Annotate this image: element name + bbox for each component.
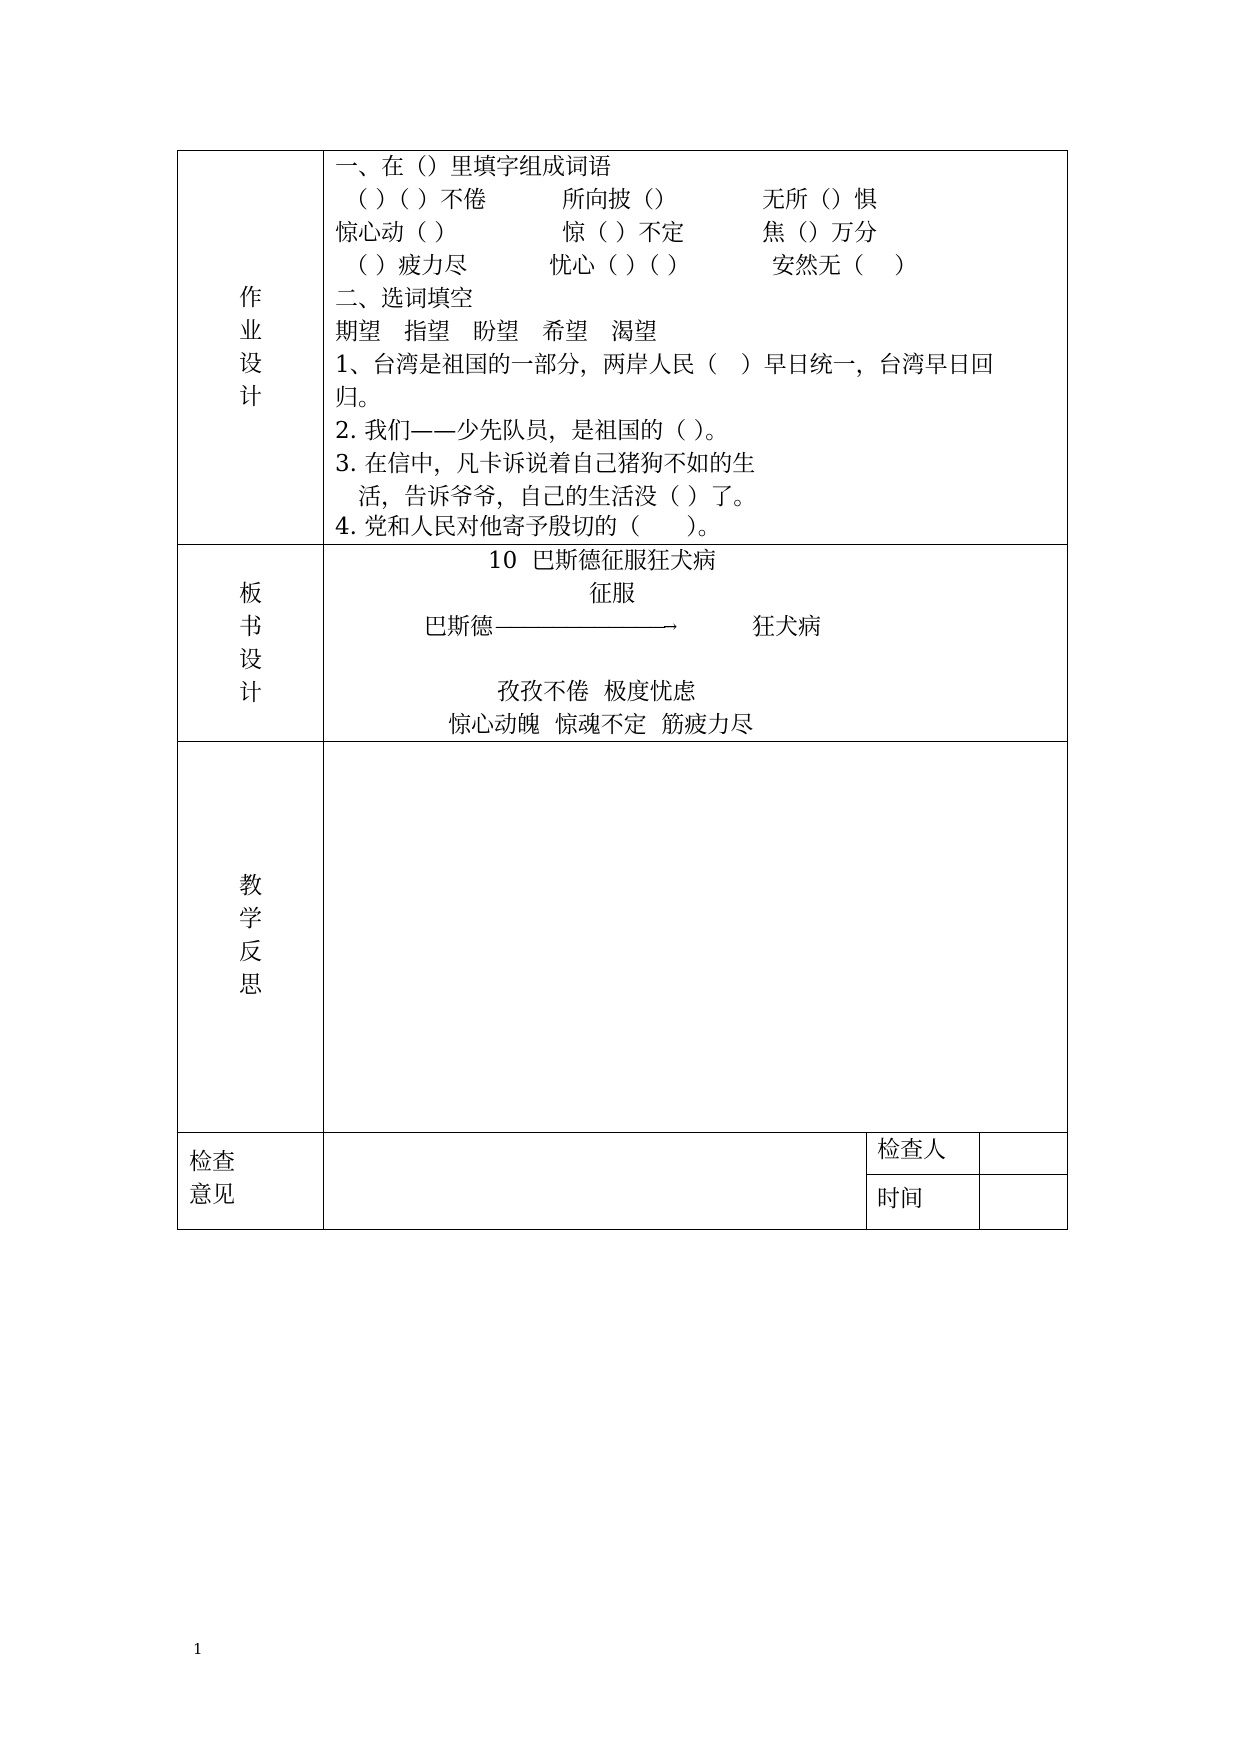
inspector-field[interactable] (981, 1134, 1066, 1173)
fill-item: 忧心（ ）（ ） (549, 253, 691, 279)
fill-item: （ ）疲力尽 (345, 253, 468, 279)
section-heading: 二、选词填空 (335, 286, 473, 312)
homework-label-char: 作 (239, 285, 262, 311)
question-2: 2. 我们——少先队员，是祖国的（ ）。 (335, 418, 729, 444)
check-opinion-field[interactable] (325, 1134, 865, 1228)
board-label-char: 计 (239, 680, 262, 706)
board-words-line-2: 惊心动魄 惊魂不定 筋疲力尽 (448, 712, 754, 738)
board-object: 狂犬病 (752, 614, 821, 640)
reflection-label-char: 教 (239, 873, 262, 899)
word-choices: 期望 指望 盼望 希望 渴望 (335, 319, 657, 345)
inspector-label: 检查人 (877, 1137, 946, 1163)
table-right-border (1067, 150, 1068, 1230)
table-top-border (177, 150, 1068, 151)
fill-item: 惊心动（ ） (335, 220, 458, 246)
fill-item: 所向披（） (562, 187, 677, 213)
board-words-line-1: 孜孜不倦 极度忧虑 (497, 679, 696, 705)
board-verb: 征服 (589, 581, 635, 607)
board-label-char: 书 (239, 614, 262, 640)
time-label: 时间 (877, 1186, 923, 1212)
fill-item: （ ）（ ）不倦 (345, 187, 487, 213)
reflection-label-char: 思 (239, 972, 262, 998)
question-3-cont: 活，告诉爷爷，自己的生活没（ ）了。 (335, 484, 757, 510)
section-heading: 一、在（）里填字组成词语 (335, 154, 611, 180)
question-1-cont: 归。 (335, 385, 381, 411)
board-title: 10 巴斯德征服狂犬病 (488, 548, 716, 574)
homework-label-char: 设 (239, 351, 262, 377)
question-1: 1、台湾是祖国的一部分，两岸人民（ ）早日统一，台湾早日回 (335, 352, 994, 378)
row-divider-3 (177, 1132, 1068, 1133)
check-label-line: 检查 (189, 1149, 235, 1175)
homework-label-char: 业 (239, 318, 262, 344)
reflection-label-char: 学 (239, 906, 262, 932)
homework-label-char: 计 (239, 384, 262, 410)
board-subject: 巴斯德 (424, 614, 493, 640)
table-bottom-border (177, 1229, 1068, 1230)
board-arrow: ————————————→ (495, 617, 675, 637)
check-column-divider-1 (866, 1132, 867, 1230)
fill-item: 惊（ ）不定 (562, 220, 685, 246)
time-field[interactable] (981, 1176, 1066, 1228)
reflection-label-char: 反 (239, 939, 262, 965)
fill-item: 焦（）万分 (762, 220, 877, 246)
table-left-border (177, 150, 178, 1230)
fill-item: 安然无（ ） (772, 253, 918, 279)
reflection-area[interactable] (325, 743, 1066, 1131)
question-3: 3. 在信中，凡卡诉说着自己猪狗不如的生 (335, 451, 756, 477)
page-number: 1 (193, 1640, 203, 1658)
check-label-line: 意见 (189, 1182, 235, 1208)
check-sub-divider (866, 1174, 1068, 1175)
board-label-char: 设 (239, 647, 262, 673)
check-column-divider-2 (979, 1132, 980, 1230)
fill-item: 无所（）惧 (762, 187, 877, 213)
question-4: 4. 党和人民对他寄予殷切的（ ）。 (335, 514, 721, 540)
label-column-divider (323, 150, 324, 1230)
board-label-char: 板 (239, 581, 262, 607)
